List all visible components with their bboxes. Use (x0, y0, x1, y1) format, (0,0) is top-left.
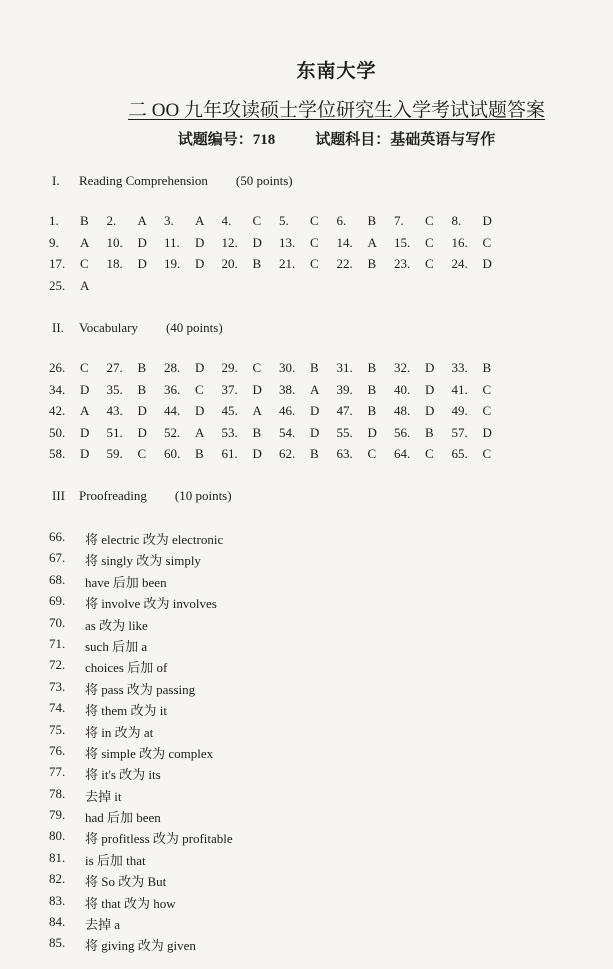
question-number: 80. (49, 828, 66, 844)
answer-item (452, 382, 510, 404)
correction-text: 将 them 改为 it (85, 703, 167, 719)
proofreading-item (49, 572, 233, 593)
question-number: 67. (49, 550, 66, 566)
question-number: 38. (279, 381, 296, 397)
university-name: 东南大学 (296, 61, 377, 82)
answer-letter: D (137, 403, 147, 419)
proofreading-item (49, 807, 233, 828)
answer-letter: B (425, 424, 434, 440)
answer-letter: B (310, 446, 319, 462)
section-points: (10 points) (174, 488, 232, 503)
answer-letter: B (482, 360, 492, 375)
proofreading-item (49, 786, 233, 807)
question-number: 47. (336, 403, 353, 419)
question-number: 53. (221, 424, 238, 440)
question-number: 22. (336, 256, 353, 272)
answer-letter: A (80, 277, 90, 293)
answer-letter: D (425, 381, 435, 397)
question-number: 50. (49, 424, 66, 440)
correction-text: choices 后加 of (85, 660, 168, 676)
exam-code: 试题编号：718 (177, 132, 276, 148)
answer-letter: C (310, 213, 319, 228)
answer-item (279, 403, 337, 425)
answer-letter: D (80, 381, 90, 397)
correction-text: 去掉 a (85, 917, 121, 933)
proofreading-item (49, 722, 233, 743)
answer-letter: A (195, 213, 205, 228)
answer-row (49, 403, 509, 425)
proofreading-item (49, 550, 233, 571)
question-number: 10. (106, 234, 123, 250)
answer-item (222, 425, 280, 447)
question-number: 31. (336, 360, 353, 375)
answer-letter: D (80, 446, 90, 462)
answer-letter: C (80, 360, 89, 375)
question-number: 40. (394, 381, 411, 397)
section-numeral: II. (52, 320, 64, 335)
proofreading-item (49, 657, 233, 678)
answer-item (279, 213, 337, 235)
answer-item (279, 425, 337, 447)
answer-item (164, 425, 222, 447)
answer-item (107, 446, 165, 468)
question-number: 11. (164, 234, 180, 250)
proofreading-item (49, 935, 233, 956)
question-number: 34. (49, 381, 66, 397)
answer-letter: D (137, 234, 147, 250)
question-number: 68. (49, 571, 66, 587)
answer-letter: C (482, 403, 492, 419)
answer-item (394, 360, 452, 382)
answer-item (222, 446, 280, 468)
exam-subject: 试题科目：基础英语与写作 (315, 132, 496, 148)
correction-text: have 后加 been (85, 574, 167, 590)
answer-letter: D (367, 424, 377, 440)
question-number: 51. (106, 424, 123, 440)
correction-text: 将 that 改为 how (85, 895, 176, 911)
section-heading-vocabulary (52, 320, 223, 336)
answer-item (107, 235, 165, 257)
answer-letter: B (137, 381, 147, 397)
question-number: 83. (49, 892, 66, 908)
answer-item (49, 446, 107, 468)
answer-letter: D (195, 234, 205, 250)
section-name: Vocabulary (79, 320, 138, 335)
question-number: 44. (164, 403, 181, 419)
question-number: 3. (164, 213, 174, 228)
answer-letter: D (137, 424, 147, 440)
answer-item (337, 382, 395, 404)
question-number: 20. (221, 256, 238, 272)
answer-letter: B (367, 213, 377, 228)
correction-text: is 后加 that (85, 852, 146, 868)
question-number: 35. (106, 381, 123, 397)
answer-item (394, 256, 452, 278)
answer-item (279, 446, 337, 468)
proofreading-item (49, 764, 233, 785)
question-number: 30. (279, 360, 296, 375)
proofreading-item (49, 893, 233, 914)
answer-item (394, 382, 452, 404)
question-number: 5. (279, 213, 289, 228)
answer-letter: B (252, 256, 262, 272)
answer-item (452, 235, 510, 257)
answer-item (49, 425, 107, 447)
question-number: 60. (164, 446, 181, 462)
answer-item (394, 213, 452, 235)
answer-letter: A (80, 234, 90, 250)
answer-item (222, 235, 280, 257)
question-number: 21. (279, 256, 296, 272)
question-number: 69. (49, 593, 66, 609)
answer-letter: B (252, 424, 262, 440)
answer-letter: C (195, 381, 204, 397)
question-number: 8. (451, 213, 462, 228)
question-number: 1. (49, 213, 59, 228)
question-number: 27. (106, 360, 123, 375)
answer-item (164, 382, 222, 404)
question-number: 17. (49, 256, 66, 272)
answer-item (164, 403, 222, 425)
proofreading-item (49, 636, 233, 657)
correction-text: 将 it's 改为 its (85, 767, 161, 783)
answer-item (49, 278, 107, 300)
answer-letter: D (195, 403, 205, 419)
answer-letter: D (482, 424, 492, 440)
answer-item (394, 425, 452, 447)
answer-letter: B (367, 403, 377, 419)
question-number: 78. (49, 785, 66, 801)
answer-letter: A (195, 424, 205, 440)
question-number: 75. (49, 721, 66, 737)
proofreading-item (49, 828, 233, 849)
correction-text: 将 profitless 改为 profitable (85, 831, 233, 847)
answer-letter: D (195, 256, 205, 272)
answer-letter: C (482, 446, 492, 462)
vocabulary-answer-grid (49, 360, 509, 468)
answer-item (337, 425, 395, 447)
question-number: 25. (49, 277, 66, 293)
answer-item (107, 256, 165, 278)
answer-row (49, 425, 509, 447)
proofreading-item (49, 871, 233, 892)
question-number: 12. (221, 234, 238, 250)
question-number: 29. (221, 360, 238, 375)
answer-item (452, 213, 510, 235)
answer-item (337, 403, 395, 425)
answer-item (107, 360, 165, 382)
question-number: 82. (49, 871, 66, 887)
question-number: 19. (164, 256, 181, 272)
question-number: 18. (106, 256, 123, 272)
question-number: 61. (221, 446, 238, 462)
answer-letter: B (367, 256, 377, 272)
proofreading-answer-list (49, 529, 233, 957)
answer-item (49, 256, 107, 278)
answer-item (107, 403, 165, 425)
answer-letter: B (367, 381, 377, 397)
answer-item (222, 256, 280, 278)
question-number: 41. (451, 381, 468, 397)
question-number: 32. (394, 360, 411, 375)
answer-letter: D (252, 234, 262, 250)
answer-letter: A (137, 213, 147, 228)
answer-item (279, 256, 337, 278)
answer-letter: C (252, 213, 262, 228)
question-number: 74. (49, 700, 66, 716)
question-number: 46. (279, 403, 296, 419)
answer-item (164, 235, 222, 257)
proofreading-item (49, 914, 233, 935)
correction-text: had 后加 been (85, 810, 161, 826)
document-title: 二 OO 九年攻读硕士学位研究生入学考试试题答案 (128, 100, 545, 121)
question-number: 56. (394, 424, 411, 440)
answer-letter: C (137, 446, 147, 462)
answer-item (337, 235, 395, 257)
answer-item (164, 360, 222, 382)
answer-row (49, 213, 509, 235)
question-number: 73. (49, 678, 66, 694)
proofreading-item (49, 593, 233, 614)
answer-item (394, 235, 452, 257)
question-number: 79. (49, 807, 66, 823)
question-number: 14. (336, 234, 353, 250)
question-number: 42. (49, 403, 66, 419)
section-points: (40 points) (165, 320, 223, 335)
question-number: 54. (279, 424, 296, 440)
correction-text: 将 singly 改为 simply (85, 553, 201, 569)
question-number: 81. (49, 849, 66, 865)
question-number: 55. (336, 424, 353, 440)
answer-letter: C (425, 213, 434, 228)
answer-letter: D (425, 360, 435, 375)
correction-text: 将 simple 改为 complex (85, 745, 214, 761)
answer-letter: D (137, 256, 147, 272)
answer-letter: B (195, 446, 204, 462)
answer-item (337, 213, 395, 235)
answer-item (337, 256, 395, 278)
proofreading-item (49, 743, 233, 764)
question-number: 85. (49, 935, 66, 951)
correction-text: 去掉 it (85, 788, 122, 804)
answer-letter: D (252, 446, 262, 462)
question-number: 52. (164, 424, 181, 440)
answer-item (279, 235, 337, 257)
answer-item (222, 213, 280, 235)
section-name: Proofreading (79, 488, 147, 503)
question-number: 63. (336, 446, 353, 462)
question-number: 4. (221, 213, 232, 228)
question-number: 2. (106, 213, 117, 228)
answer-letter: C (310, 256, 319, 272)
section-heading-reading (52, 173, 293, 189)
answer-letter: D (195, 360, 205, 375)
answer-item (452, 425, 510, 447)
correction-text: 将 pass 改为 passing (85, 681, 196, 697)
answer-item (164, 256, 222, 278)
answer-letter: D (482, 213, 492, 228)
question-number: 62. (279, 446, 296, 462)
answer-item (279, 382, 337, 404)
question-number: 57. (451, 424, 468, 440)
answer-row (49, 235, 509, 257)
answer-letter: D (310, 403, 320, 419)
answer-item (222, 382, 280, 404)
proofreading-item (49, 615, 233, 636)
correction-text: 将 So 改为 But (85, 874, 167, 890)
question-number: 15. (394, 234, 411, 250)
answer-letter: B (367, 360, 377, 375)
question-number: 36. (164, 381, 181, 397)
question-number: 64. (394, 446, 411, 462)
proofreading-item (49, 700, 233, 721)
answer-item (222, 360, 280, 382)
correction-text: 将 involve 改为 involves (85, 596, 217, 612)
question-number: 48. (394, 403, 411, 419)
question-number: 84. (49, 914, 66, 930)
answer-letter: C (425, 256, 434, 272)
answer-item (394, 446, 452, 468)
answer-letter: A (367, 234, 377, 250)
answer-row (49, 446, 509, 468)
answer-row (49, 382, 509, 404)
answer-letter: B (137, 360, 147, 375)
answer-letter: D (80, 424, 90, 440)
question-number: 70. (49, 614, 66, 630)
answer-item (222, 403, 280, 425)
answer-item (337, 360, 395, 382)
answer-item (164, 213, 222, 235)
answer-row (49, 278, 509, 300)
question-number: 66. (49, 529, 66, 544)
correction-text: such 后加 a (85, 638, 148, 654)
answer-letter: D (310, 424, 320, 440)
question-number: 26. (49, 360, 66, 375)
answer-item (49, 213, 107, 235)
question-number: 9. (49, 234, 59, 250)
answer-item (279, 360, 337, 382)
question-number: 65. (451, 446, 468, 462)
question-number: 72. (49, 657, 66, 673)
answer-letter: A (310, 381, 320, 397)
question-number: 33. (451, 360, 468, 375)
answer-letter: C (252, 360, 262, 375)
answer-letter: C (482, 234, 492, 250)
exam-info (0, 128, 613, 149)
answer-letter: D (425, 403, 435, 419)
question-number: 7. (394, 213, 404, 228)
section-points: (50 points) (235, 173, 293, 188)
answer-letter: B (310, 360, 319, 375)
answer-item (49, 403, 107, 425)
correction-text: 将 in 改为 at (85, 724, 154, 740)
question-number: 37. (221, 381, 238, 397)
question-number: 49. (451, 403, 468, 419)
answer-letter: A (80, 403, 90, 419)
answer-letter: D (252, 381, 262, 397)
answer-letter: C (482, 381, 492, 397)
proofreading-item (49, 679, 233, 700)
question-number: 45. (221, 403, 238, 419)
answer-item (452, 403, 510, 425)
answer-item (394, 403, 452, 425)
section-numeral: III (52, 488, 65, 503)
question-number: 23. (394, 256, 411, 272)
section-name: Reading Comprehension (79, 173, 208, 188)
answer-item (107, 425, 165, 447)
answer-letter: A (252, 403, 262, 419)
answer-item (49, 235, 107, 257)
question-number: 76. (49, 742, 66, 758)
answer-item (452, 256, 510, 278)
question-number: 16. (451, 234, 468, 250)
question-number: 24. (451, 256, 468, 272)
answer-letter: C (367, 446, 377, 462)
question-number: 58. (49, 446, 66, 462)
question-number: 71. (49, 635, 66, 651)
answer-item (452, 360, 510, 382)
answer-item (107, 213, 165, 235)
answer-letter: C (310, 234, 319, 250)
proofreading-item (49, 850, 233, 871)
answer-item (49, 382, 107, 404)
answer-letter: D (482, 256, 492, 272)
reading-answer-grid (49, 213, 509, 299)
question-number: 28. (164, 360, 181, 375)
answer-item (49, 360, 107, 382)
proofreading-item (49, 529, 233, 550)
question-number: 43. (106, 403, 123, 419)
correction-text: 将 electric 改为 electronic (85, 532, 224, 547)
answer-item (164, 446, 222, 468)
answer-item (337, 446, 395, 468)
answer-row (49, 256, 509, 278)
question-number: 6. (336, 213, 347, 228)
answer-item (452, 446, 510, 468)
question-number: 13. (279, 234, 296, 250)
section-numeral: I. (52, 173, 60, 188)
question-number: 59. (106, 446, 123, 462)
correction-text: as 改为 like (85, 617, 148, 633)
section-heading-proofreading (52, 488, 232, 504)
answer-letter: C (425, 234, 434, 250)
question-number: 77. (49, 764, 66, 780)
correction-text: 将 giving 改为 given (85, 938, 196, 954)
answer-letter: C (80, 256, 89, 272)
answer-item (107, 382, 165, 404)
answer-letter: C (425, 446, 434, 462)
question-number: 39. (336, 381, 353, 397)
answer-letter: B (80, 213, 89, 228)
answer-row (49, 360, 509, 382)
